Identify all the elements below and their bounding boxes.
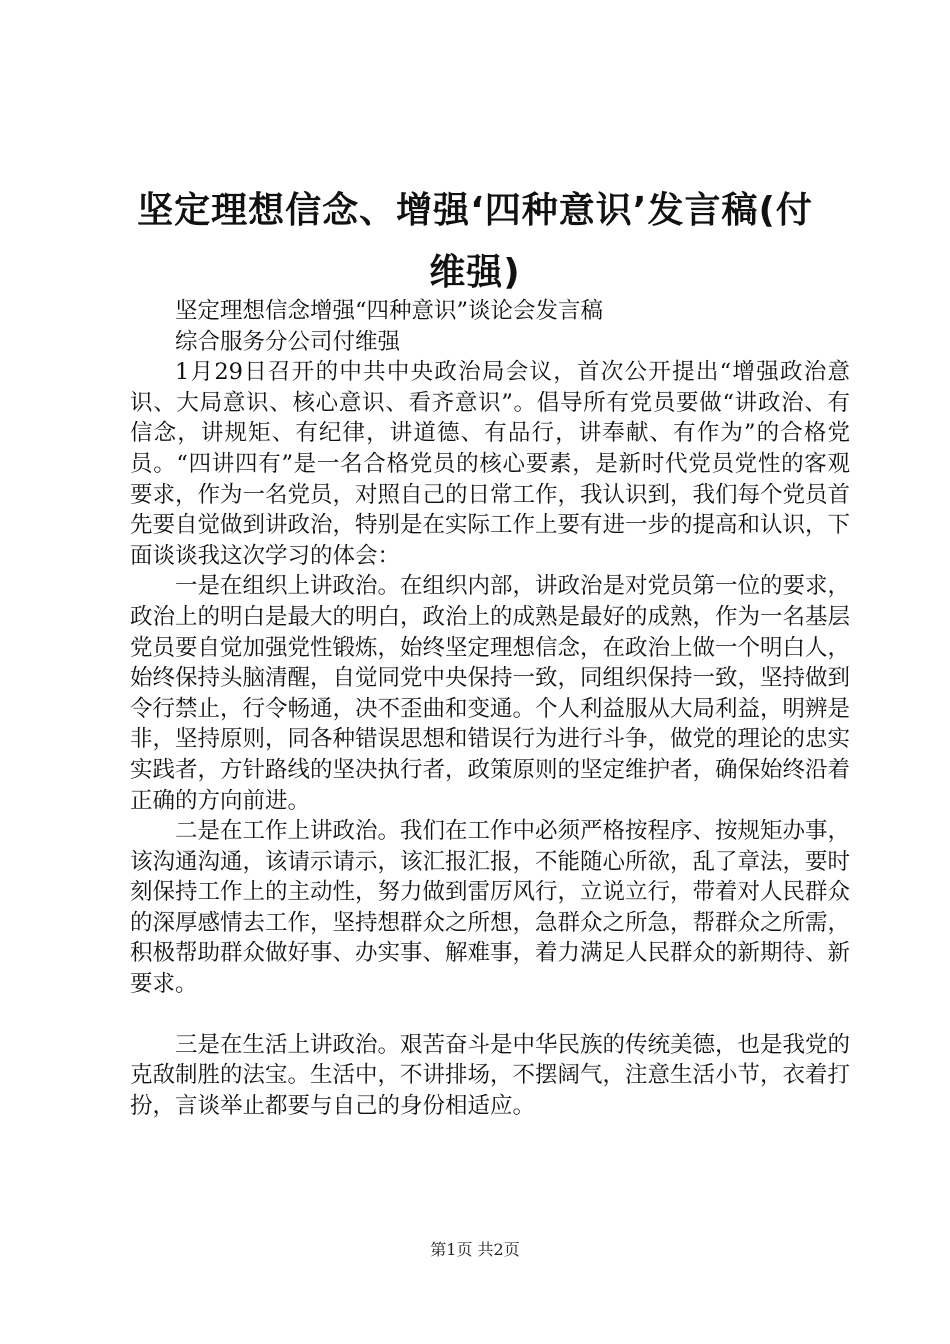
intro-paragraph: 1月29日召开的中共中央政治局会议，首次公开提出“增强政治意识、大局意识、核心意识、看齐意识”。倡导所有党员要做“讲政治、有信念，讲规矩、有纪律，讲道德、有品行，讲奉献、有作为”的合格党员。“四讲四有”是一名合格党员的核心要素，是新时代党员党性的客观要求，作为一名党员，对照自己的日常工作，我认识到，我们每个党员首先要自觉做到讲政治，特别是在实际工作上要有进一步的提高和认识，下面谈谈我这次学习的体会：: [130, 359, 851, 569]
point-one-paragraph: 一是在组织上讲政治。在组织内部，讲政治是对党员第一位的要求，政治上的明白是最大的明白，政治上的成熟是最好的成熟，作为一名基层党员要自觉加强党性锻炼，始终坚定理想信念，在政治上做一个明白人，始终保持头脑清醒，自觉同党中央保持一致，同组织保持一致，坚持做到令行禁止，行令畅通，决不歪曲和变通。个人利益服从大局利益，明辨是非，坚持原则，同各种错误思想和错误行为进行斗争，做党的理论的忠实实践者，方针路线的坚决执行者，政策原则的坚定维护者，确保始终沿着正确的方向前进。: [130, 573, 851, 814]
document-body: [130, 296, 850, 1121]
title-line-2: 维强): [429, 252, 521, 293]
speech-heading: 坚定理想信念增强“四种意识”谈论会发言稿: [175, 298, 604, 324]
page-footer: 第1页 共2页: [430, 1240, 520, 1259]
point-two-paragraph: 二是在工作上讲政治。我们在工作中必须严格按程序、按规矩办事，该沟通沟通，该请示请示，该汇报汇报，不能随心所欲，乱了章法，要时刻保持工作上的主动性，努力做到雷厉风行，立说立行，带着对人民群众的深厚感情去工作，坚持想群众之所想，急群众之所急，帮群众之所需，积极帮助群众做好事、办实事、解难事，着力满足人民群众的新期待、新要求。: [130, 818, 851, 998]
title-line-1: 坚定理想信念、增强‘四种意识’发言稿(付: [137, 190, 813, 231]
point-three-paragraph: 三是在生活上讲政治。艰苦奋斗是中华民族的传统美德，也是我党的克敌制胜的法宝。生活中，不讲排场，不摆阔气，注意生活小节，衣着打扮，言谈举止都要与自己的身份相适应。: [130, 1031, 851, 1119]
document-title: [120, 180, 830, 304]
author-line: 综合服务分公司付维强: [175, 328, 401, 355]
